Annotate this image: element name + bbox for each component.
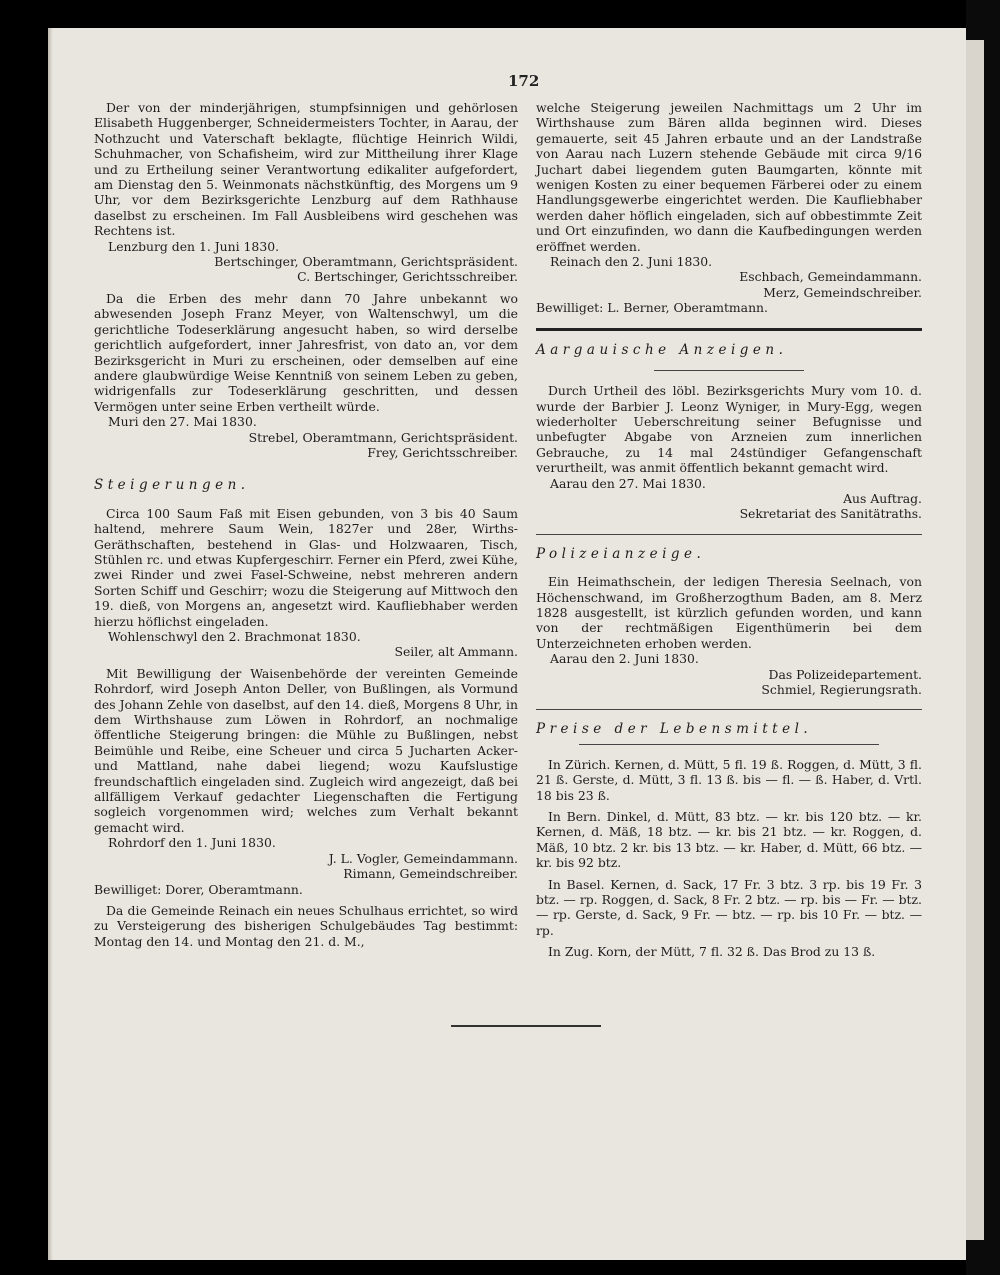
notice-rohrdorf-body: Mit Bewilligung der Waisenbehörde der vereinten Gemeinde Rohrdorf, wird Joseph Anton Deller, von Bußlingen, als Vormund des Johann Zehle von daselbst, auf den 14. dieß, Morgens 8 Uhr, in dem Wirthshause zum Löwen in Rohrdorf, an nochmalige öffentliche Steigerung bringen: die Mühle zu Bußlingen, nebst Beimühle und Reibe, eine Scheuer und circa 5 Jucharten Acker- und Mattland, nahe dabei liegend; wozu Kaufslustige freundschaftlich eingeladen sind. Zugleich wird angezeigt, daß bei allfälligem Verkauf gedachter Liegenschaften die Fertigung sogleich vorgenommen wird; welches zum Verhalt bekannt gemacht wird. <box>94 665 518 835</box>
notice-wohlenschwyl-body: Circa 100 Saum Faß mit Eisen gebunden, von 3 bis 40 Saum haltend, mehrere Saum Wein, 1827er und 28er, Wirths-Geräthschaften, bestehend in Glas- und Holzwaaren, Tisch, Stühlen rc. und etwas Kupfergeschirr. Ferner ein Pferd, zwei Kühe, zwei Rinder und zwei Fasel-Schweine, nebst mehreren andern Sorten Schiff und Geschirr; wozu die Steigerung auf Mittwoch den 19. dieß, von Morgens an, angesetzt wird. Kaufliebhaber werden hierzu höflichst eingeladen. <box>94 505 518 629</box>
notice-huggenberger-sign1: Bertschinger, Oberamtmann, Gerichtspräsident. <box>214 254 518 270</box>
notice-huggenberger-body: Der von der minderjährigen, stumpfsinnigen und gehörlosen Elisabeth Huggenberger, Schneidermeisters Tochter, in Aarau, der Nothzucht und Vaterschaft beklagte, flüchtige Heinrich Wildi, Schuhmacher, von Schafisheim, wird zur Mittheilung ihrer Klage und zu Ertheilung seiner Verantwortung edikaliter aufgefordert, am Dienstag den 5. Weinmonats nächstkünftig, des Morgens um 9 Uhr, vor dem Bezirksgerichte Lenzburg auf dem Rathhause daselbst zu erscheinen. Im Fall Ausbleibens wird geschehen was Rechtens ist. <box>94 100 518 239</box>
notice-heimathschein-sign2: Schmiel, Regierungsrath. <box>761 682 922 697</box>
notice-meyer-date: Muri den 27. Mai 1830. <box>108 414 257 430</box>
newspaper-page <box>48 28 966 1260</box>
page-number: 172 <box>508 72 540 90</box>
notice-reinach-sign2: Merz, Gemeindschreiber. <box>763 284 922 300</box>
price-row-zug: In Zug. Korn, der Mütt, 7 fl. 32 ß. Das Brod zu 13 ß. <box>548 944 876 960</box>
notice-reinach-date: Reinach den 2. Juni 1830. <box>550 254 713 270</box>
notice-huggenberger-sign2: C. Bertschinger, Gerichtsschreiber. <box>297 269 518 285</box>
price-row-bern: In Bern. Dinkel, d. Mütt, 83 btz. — kr. bis 120 btz. — kr. Kernen, d. Mäß, 18 btz. — kr. bis 21 btz. — kr. Roggen, d. Mäß, 10 btz. 2 kr. bis 13 btz. — kr. Haber, d. Mütt, 66 btz. — kr. bis 92 btz. <box>536 809 922 871</box>
heading-preise-der-lebensmittel: Preise der Lebensmittel. <box>536 721 813 738</box>
notice-wohlenschwyl-sign1: Seiler, alt Ammann. <box>394 644 518 660</box>
notice-heimathschein-body: Ein Heimathschein, der ledigen Theresia Seelnach, von Höchenschwand, im Großherzogthum Baden, am 8. Merz 1828 ausgestellt, ist kürzlich gefunden worden, und kann von der rechtmäßigen Eigenthümerin bei dem Unterzeichneten erhoben werden. <box>536 574 922 651</box>
notice-reinach-body-cont: welche Steigerung jeweilen Nachmittags um 2 Uhr im Wirthshause zum Bären allda beginnen wird. Dieses gemauerte, seit 45 Jahren erbaute und an der Landstraße von Aarau nach Luzern stehende Gebäude mit circa 9/16 Juchart dabei liegendem guten Baumgarten, könnte mit wenigen Kosten zu einer bequemen Färberei oder zu einem Handlungsgewerbe eingerichtet werden. Die Kaufliebhaber werden daher höflich eingeladen, sich auf obbestimmte Zeit und Ort einzufinden, wo dann die Kaufbedingungen werden eröffnet werden. <box>536 100 922 254</box>
notice-wyniger-body: Durch Urtheil des löbl. Bezirksgerichts Mury vom 10. d. wurde der Barbier J. Leonz Wyniger, in Mury-Egg, wegen wiederholter Ueberschreitung seiner Befugnisse und unbefugter Abgabe von Arzneien zum innerlichen Gebrauche, zu 14 mal 24stündiger Gefangenschaft verurtheilt, was anmit öffentlich bekannt gemacht wird. <box>536 383 922 476</box>
notice-wyniger-date: Aarau den 27. Mai 1830. <box>550 475 706 491</box>
notice-reinach-sign1: Eschbach, Gemeindammann. <box>739 269 922 285</box>
notice-rohrdorf-sign1: J. L. Vogler, Gemeindammann. <box>328 850 518 866</box>
notice-heimathschein-date: Aarau den 2. Juni 1830. <box>550 651 699 667</box>
notice-meyer-sign2: Frey, Gerichtsschreiber. <box>367 444 518 460</box>
heading-steigerungen: Steigerungen. <box>94 477 250 494</box>
notice-meyer-sign1: Strebel, Oberamtmann, Gerichtspräsident. <box>248 429 518 445</box>
page-end-rule <box>451 1025 601 1027</box>
notice-wyniger-sign1: Aus Auftrag. <box>843 490 922 506</box>
notice-reinach-approval: Bewilliget: L. Berner, Oberamtmann. <box>536 300 768 316</box>
notice-wohlenschwyl-date: Wohlenschwyl den 2. Brachmonat 1830. <box>108 629 361 644</box>
notice-reinach-body-start: Da die Gemeinde Reinach ein neues Schulhaus errichtet, so wird zu Versteigerung des bisherigen Schulgebäudes Tag bestimmt: Montag den 14. und Montag den 21. d. M., <box>94 902 518 949</box>
price-row-basel: In Basel. Kernen, d. Sack, 17 Fr. 3 btz. 3 rp. bis 19 Fr. 3 btz. — rp. Roggen, d. Sack, 8 Fr. 2 btz. — rp. bis — Fr. — btz. — rp. Gerste, d. Sack, 9 Fr. — btz. — rp. bis 10 Fr. — btz. — rp. <box>536 876 922 938</box>
notice-rohrdorf-approval: Bewilliget: Dorer, Oberamtmann. <box>94 881 303 897</box>
price-row-zuerich: In Zürich. Kernen, d. Mütt, 5 fl. 19 ß. Roggen, d. Mütt, 3 fl. 21 ß. Gerste, d. Mütt, 3 fl. 13 ß. bis — fl. — ß. Haber, d. Vrtl. 18 bis 23 ß. <box>536 756 922 803</box>
notice-heimathschein-sign1: Das Polizeidepartement. <box>768 666 922 682</box>
heading-aargauische-anzeigen: Aargauische Anzeigen. <box>536 341 788 358</box>
notice-huggenberger-date: Lenzburg den 1. Juni 1830. <box>108 238 280 254</box>
heading-polizeianzeige: Polizeianzeige. <box>536 545 706 562</box>
notice-rohrdorf-sign2: Rimann, Gemeindschreiber. <box>343 866 518 882</box>
right-column <box>536 100 922 960</box>
notice-meyer-body: Da die Erben des mehr dann 70 Jahre unbekannt wo abwesenden Joseph Franz Meyer, von Waltenschwyl, um die gerichtliche Todeserklärung angesucht haben, so wird derselbe gerichtlich aufgefordert, inner Jahresfrist, von dato an, vor dem Bezirksgericht in Muri zu erscheinen, oder demselben auf eine andere glaubwürdige Weise Kenntniß von seinem Leben zu geben, widrigenfalls zur Todeserklärung geschritten, und dessen Vermögen unter seine Erben vertheilt würde. <box>94 290 518 414</box>
notice-wyniger-sign2: Sekretariat des Sanitätraths. <box>739 506 922 522</box>
notice-rohrdorf-date: Rohrdorf den 1. Juni 1830. <box>108 835 276 851</box>
left-column <box>94 100 518 949</box>
page-fold-shadow <box>48 28 53 1260</box>
